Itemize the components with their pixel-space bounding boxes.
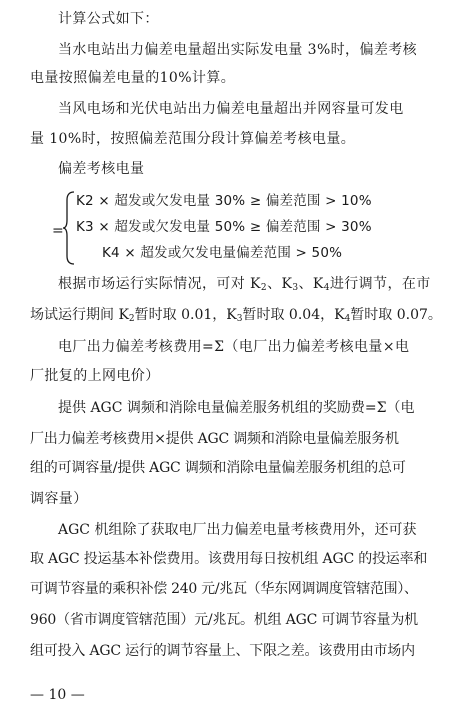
formula-equals-sign: =: [52, 223, 64, 239]
text-line: 可调节容量的乘积补偿 240 元/兆瓦（华东网调调度管辖范围）、: [30, 581, 418, 597]
text-line: 量 10%时，按照偏差范围分段计算偏差考核电量。: [30, 131, 356, 147]
text-line: AGC 机组除了获取电厂出力偏差电量考核费用外，还可获: [58, 522, 417, 538]
formula-row: K3 × 超发或欠发电量 50% ≥ 偏差范围 > 30%: [76, 219, 372, 235]
text-line: 960（省市调度管辖范围）元/兆瓦。机组 AGC 可调节容量为机: [30, 612, 418, 628]
text-line: 当水电站出力偏差电量超出实际发电量 3%时，偏差考核: [58, 42, 418, 58]
formula-row: K2 × 超发或欠发电量 30% ≥ 偏差范围 > 10%: [76, 193, 372, 209]
text-line: 调容量）: [30, 491, 88, 507]
text-line: 组可投入 AGC 运行的调节容量上、下限之差。该费用由市场内: [30, 643, 415, 659]
text-line: 场试运行期间 $K_2$暂时取 0.01，$K_3$暂时取 0.04，$K_4$暂时取 0.07。: [30, 307, 442, 324]
text-line: 当风电场和光伏电站出力偏差电量超出并网容量可发电: [58, 101, 404, 117]
page-number: — 10 —: [30, 687, 85, 703]
text-line: 取 AGC 投运基本补偿费用。该费用每日按机组 AGC 的投运率和: [30, 551, 428, 567]
formula-block: [52, 188, 452, 266]
text-line: 组的可调容量/提供 AGC 调频和消除电量偏差服务机组的总可: [30, 460, 406, 476]
text-line: 偏差考核电量: [58, 161, 145, 177]
text-line: 电量按照偏差电量的10%计算。: [30, 70, 236, 86]
text-line: 厂批复的上网电价）: [30, 368, 160, 384]
text-line: 厂出力偏差考核费用×提供 AGC 调频和消除电量偏差服务机: [30, 431, 399, 447]
text-line: 根据市场运行实际情况，可对 $K_2$、$K_3$、$K_4$进行调节，在市: [58, 276, 431, 293]
formula-row: K4 × 超发或欠发电量偏差范围 > 50%: [102, 245, 343, 261]
left-brace-icon: [62, 190, 76, 266]
text-line: 提供 AGC 调频和消除电量偏差服务机组的奖励费=Σ（电: [58, 400, 415, 416]
text-line: 电厂出力偏差考核费用=Σ（电厂出力偏差考核电量×电: [58, 339, 410, 355]
text-line: 计算公式如下：: [58, 11, 159, 27]
